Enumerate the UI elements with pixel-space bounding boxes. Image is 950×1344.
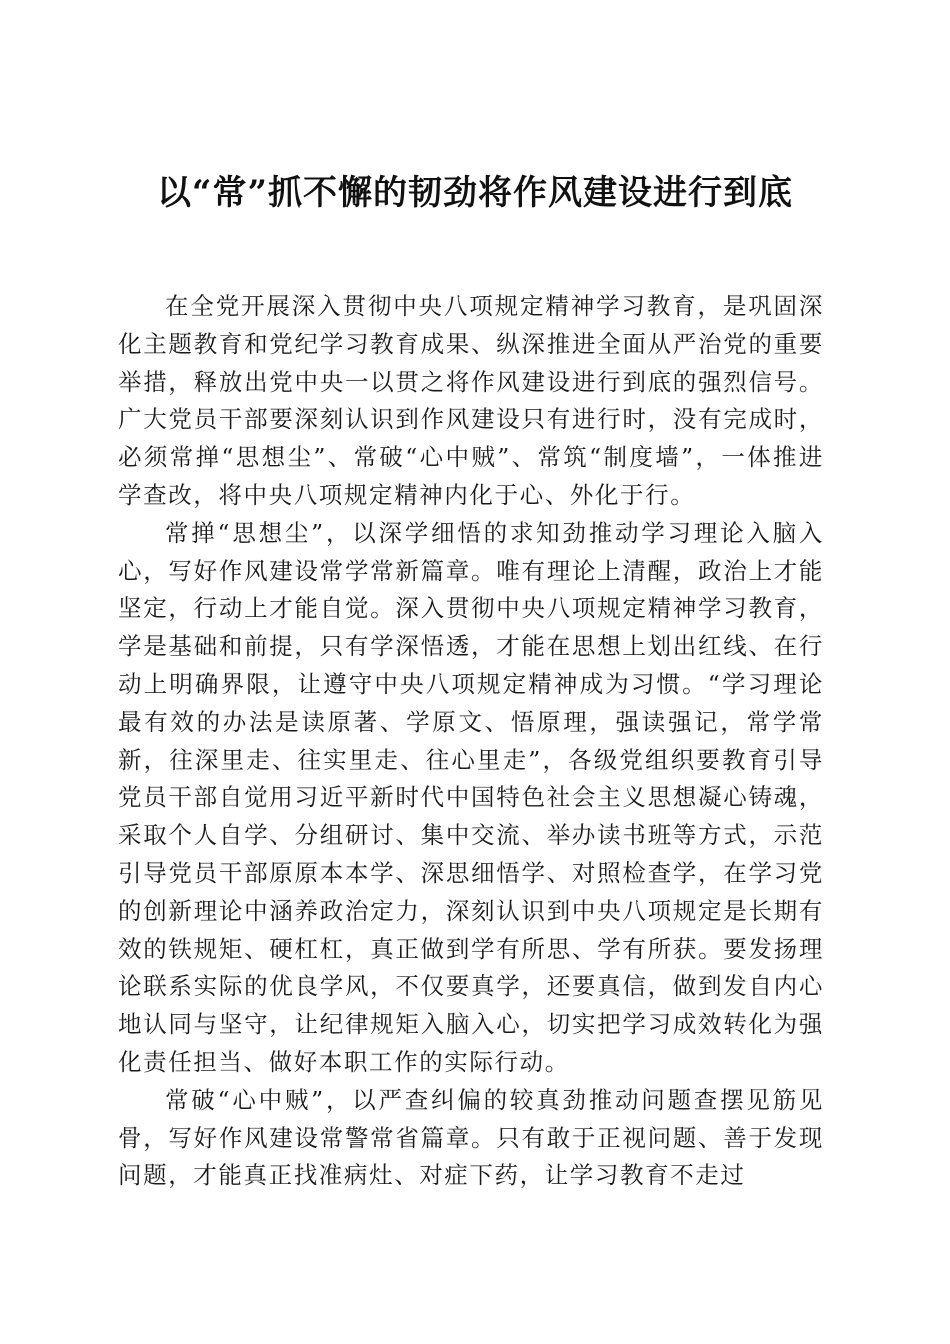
document-body xyxy=(118,288,824,1195)
paragraph-intro: 在全党开展深入贯彻中央八项规定精神学习教育，是巩固深化主题教育和党纪学习教育成果、纵深推进全面从严治党的重要举措，释放出党中央一以贯之将作风建设进行到底的强烈信号。广大党员干部要深刻认识到作风建设只有进行时，没有完成时，必须常掸“思想尘”、常破“心中贼”、常筑“制度墙”，一体推进学查改，将中央八项规定精神内化于心、外化于行。 xyxy=(118,292,824,509)
paragraph-study: 常掸“思想尘”，以深学细悟的求知劲推动学习理论入脑入心，写好作风建设常学常新篇章。唯有理论上清醒，政治上才能坚定，行动上才能自觉。深入贯彻中央八项规定精神学习教育，学是基础和前提，只有学深悟透，才能在思想上划出红线、在行动上明确界限，让遵守中央八项规定精神成为习惯。“学习理论最有效的办法是读原著、学原文、悟原理，强读强记，常学常新，往深里走、往实里走、往心里走”，各级党组织要教育引导党员干部自觉用习近平新时代中国特色社会主义思想凝心铸魂，采取个人自学、分组研讨、集中交流、举办读书班等方式，示范引导党员干部原原本本学、深思细悟学、对照检查学，在学习党的创新理论中涵养政治定力，深刻认识到中央八项规定是长期有效的铁规矩、硬杠杠，真正做到学有所思、学有所获。要发扬理论联系实际的优良学风，不仅要真学，还要真信，做到发自内心地认同与坚守，让纪律规矩入脑入心，切实把学习成效转化为强化责任担当、做好本职工作的实际行动。 xyxy=(118,518,824,1076)
document-title: 以“常”抓不懈的韧劲将作风建设进行到底 xyxy=(156,173,794,213)
paragraph-inspect: 常破“心中贼”，以严查纠偏的较真劲推动问题查摆见筋见骨，写好作风建设常警常省篇章。只有敢于正视问题、善于发现问题，才能真正找准病灶、对症下药，让学习教育不走过 xyxy=(118,1085,824,1190)
